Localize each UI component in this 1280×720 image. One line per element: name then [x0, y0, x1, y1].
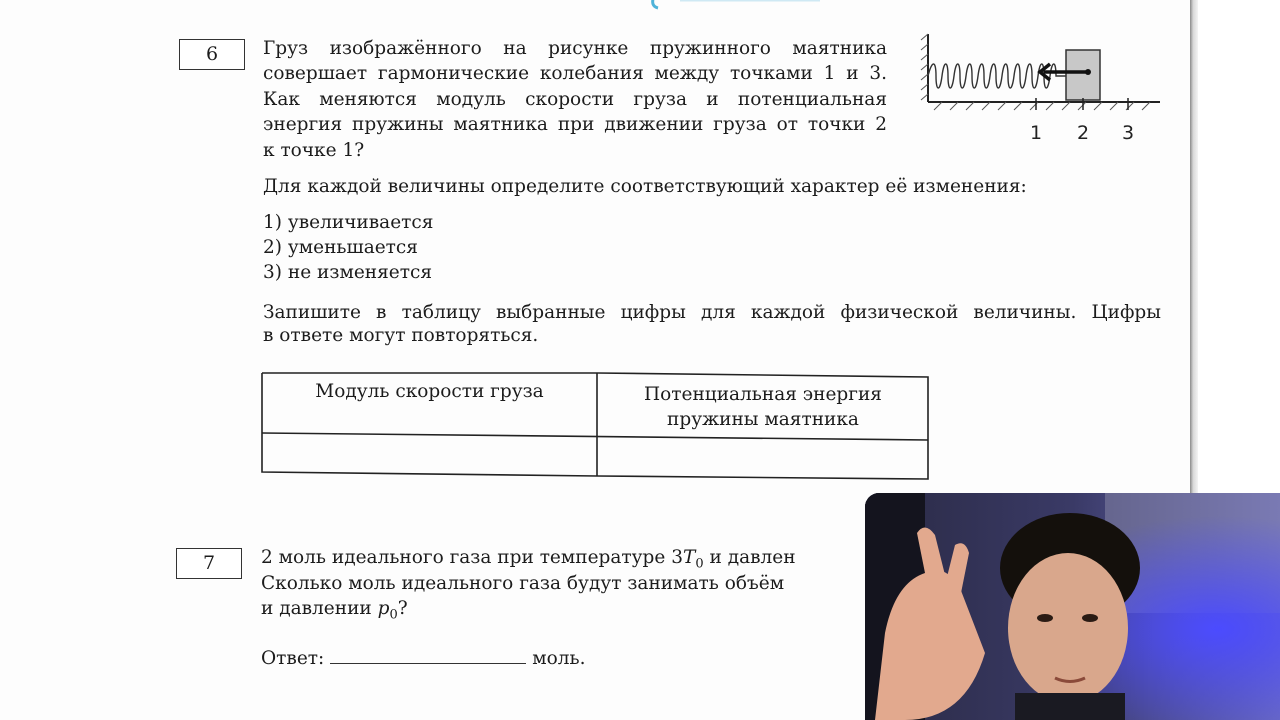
q6-note-line-2: в ответе могут повторяться. — [263, 325, 539, 346]
answer-unit: моль. — [532, 648, 586, 669]
answer-cell-speed[interactable] — [263, 440, 596, 470]
q6-note-line-1: Запишите в таблицу выбранные цифры для каждой физической величины. Цифры — [263, 302, 1161, 323]
answer-label: Ответ: — [261, 648, 325, 669]
q7-line-1-tail: и давлен — [703, 547, 796, 568]
q6-stem-line: совершает гармонические колебания между точками 1 и 3. — [263, 63, 887, 84]
q6-stem-line: Как меняются модуль скорости груза и потенциальная — [263, 89, 887, 110]
answer-input-field[interactable] — [330, 645, 526, 664]
answer-cell-energy[interactable] — [598, 444, 928, 474]
table-header-energy-line-1: Потенциальная энергия — [644, 384, 882, 405]
question-number-6: 6 — [179, 39, 245, 70]
option-unchanged: 3) не изменяется — [263, 262, 433, 283]
q7-line-2: Сколько моль идеального газа будут занимать объём — [261, 573, 785, 594]
figure-label-point-1: 1 — [1029, 122, 1043, 144]
option-increases: 1) увеличивается — [263, 212, 434, 233]
webcam-overlay — [865, 493, 1280, 720]
q7-line-3-text: и давлении — [261, 598, 378, 619]
webcam-presenter-image — [865, 493, 1280, 720]
figure-label-point-2: 2 — [1076, 122, 1090, 144]
table-header-energy-line-2: пружины маятника — [667, 409, 859, 430]
q6-stem-line: Груз изображённого на рисунке пружинного маятника — [263, 38, 887, 59]
q7-line-3-tail: ? — [397, 598, 408, 619]
option-decreases: 2) уменьшается — [263, 237, 418, 258]
q7-line-1-text: 2 моль идеального газа при температуре 3 — [261, 547, 683, 568]
q7-line-3 — [261, 596, 408, 628]
pressure-symbol: p — [377, 598, 390, 619]
figure-label-point-3: 3 — [1121, 122, 1135, 144]
q7-answer-row — [261, 645, 585, 671]
question-number-7: 7 — [176, 548, 242, 579]
q6-stem-line: к точке 1? — [263, 140, 365, 161]
pressure-subscript: 0 — [389, 607, 398, 623]
temperature-symbol: T — [682, 547, 696, 568]
q6-instruction: Для каждой величины определите соответствующий характер её изменения: — [263, 176, 1027, 197]
q6-stem-line: энергия пружины маятника при движении груза от точки 2 — [263, 114, 887, 135]
top-decoration-icon — [640, 0, 840, 14]
temperature-subscript: 0 — [695, 556, 704, 572]
table-header-speed: Модуль скорости груза — [315, 381, 544, 402]
spring-pendulum-figure — [920, 30, 1165, 150]
